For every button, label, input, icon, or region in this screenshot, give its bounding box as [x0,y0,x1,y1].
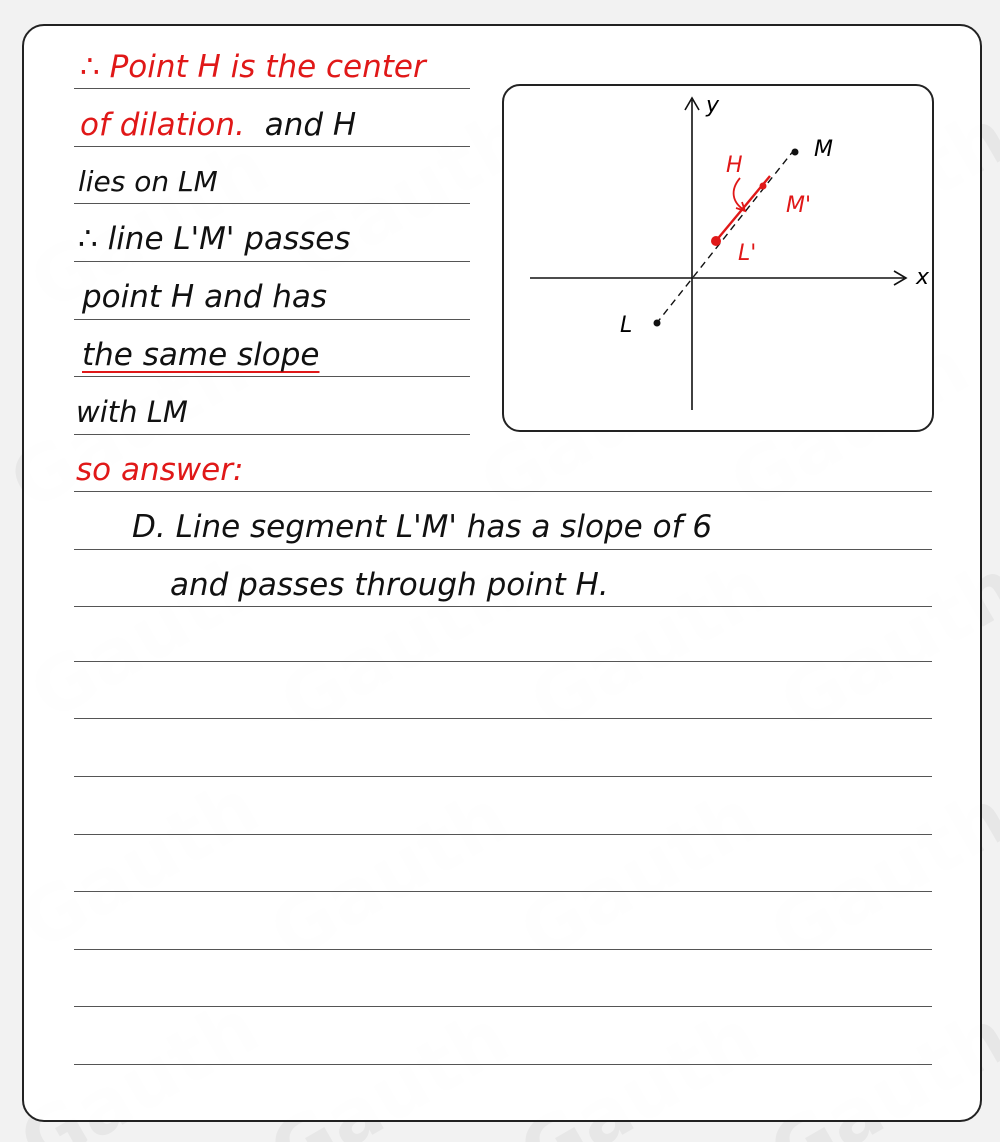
label-h: H [726,153,743,178]
answer-line-2: and passes through point H. [170,567,609,603]
ruled-line [74,319,470,320]
ruled-line [74,146,470,147]
point-m-prime [760,183,767,190]
ruled-line [74,661,932,662]
ruled-line [74,1064,932,1065]
ruled-line [74,606,932,607]
note-line-4: ∴ line L'M' passes [78,221,351,257]
note-line-1: ∴ Point H is the center [80,49,426,85]
label-m-prime: M' [786,193,812,218]
ruled-line [74,776,932,777]
note-line-3: lies on LM [78,165,218,198]
ruled-line [74,261,470,262]
ruled-line [74,1006,932,1007]
answer-heading: so answer: [76,452,244,488]
point-m [792,149,799,156]
segment-lm [656,150,794,324]
note-line-5: point H and has [82,279,328,315]
label-m: M [814,137,833,162]
ruled-line [74,949,932,950]
x-axis-label: x [916,265,930,290]
ruled-line [74,718,932,719]
note-line-2-red: of dilation. [80,107,245,143]
graph-sketch [502,84,934,432]
ruled-line [74,434,470,435]
y-axis-label: y [706,93,720,118]
point-l-prime [711,236,721,246]
point-l [654,320,661,327]
ruled-line [74,891,932,892]
ruled-line [74,376,470,377]
ruled-line [74,834,932,835]
ruled-line [74,491,932,492]
answer-line-1: D. Line segment L'M' has a slope of 6 [132,509,713,545]
label-l-prime: L' [738,241,757,266]
ruled-line [74,549,932,550]
note-line-6: the same slope [82,337,320,373]
note-line-2-black: and H [264,107,357,143]
ruled-line [74,203,470,204]
note-line-7: with LM [76,395,188,429]
ruled-line [74,88,470,89]
label-l: L [620,313,633,338]
graph-svg [504,86,932,430]
note-line-2 [80,107,357,143]
